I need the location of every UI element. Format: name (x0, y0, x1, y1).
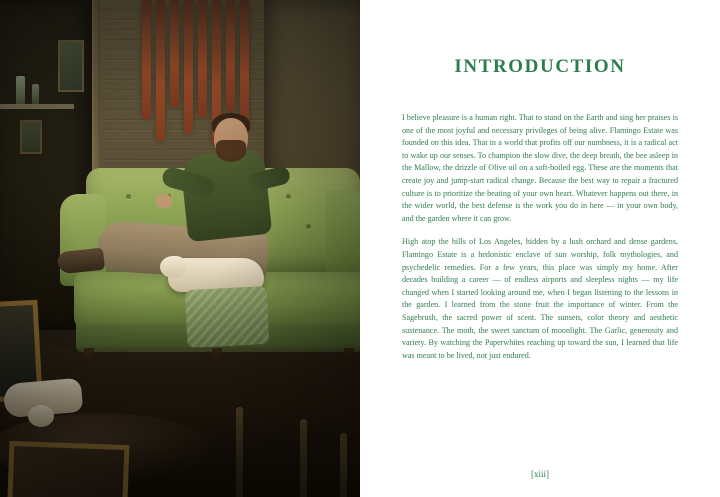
man-hand (156, 194, 172, 208)
paragraph-1: I believe pleasure is a human right. That to stand on the Earth and sing her praises is one of the most joyful and necessary privileges of being alive. Flamingo Estate was founded on this idea. That in a world that profits off our numbness, it is a radical act to wake up our senses. To champion the slow dive, the deep breath, the bee asleep in the Mallow, the drizzle of Olive oil on a soft-boiled egg. These are the moments that create joy and jump-start radical change. Because the best way to repair a fractured culture is to prioritize the beating of your own heart. Whatever happens out there, in the wider world, the best defense is the work you do in here — in your own body, and the garden where it can grow. (402, 113, 678, 223)
leaning-picture-frame-large (7, 441, 130, 497)
page-title: INTRODUCTION (454, 56, 626, 77)
throw-pillow (185, 286, 270, 348)
framed-artwork-small (20, 120, 42, 154)
window-sill (0, 104, 74, 109)
glass-bottle-small (32, 84, 39, 104)
right-text-page (360, 0, 720, 497)
paragraph-2: High atop the hills of Los Angeles, hidden by a lush orchard and dense gardens, Flamingo Estate is a hedonistic enclave of sun worship, folk mythologies, and psychedelic remedies. For a few years, this place was simply my home. After decades building a career — of endless airports and sleepless nights — my life changed when I started looking around me, when I began listening to the lessons in the garden. I learned from the stone fruit the importance of winter. From the Sagebrush, the sacred power of scent. The sunsets, color theory and aesthetic sustenance. The moth, the sweet sanctum of moonlight. The Garlic, generosity and variety. By watching the Paperwhites reaching up toward the sun, I learned that life was meant to be lived, not just endured. (402, 237, 678, 360)
framed-artwork (58, 40, 84, 92)
page-number: [xiii] (531, 469, 549, 479)
floor (0, 347, 360, 497)
man-beard (216, 140, 246, 162)
dog-on-sofa-head (160, 256, 186, 278)
dog-on-floor-head (28, 405, 54, 427)
man-torso (180, 148, 273, 242)
body-text (402, 112, 678, 362)
glass-bottle (16, 76, 25, 104)
